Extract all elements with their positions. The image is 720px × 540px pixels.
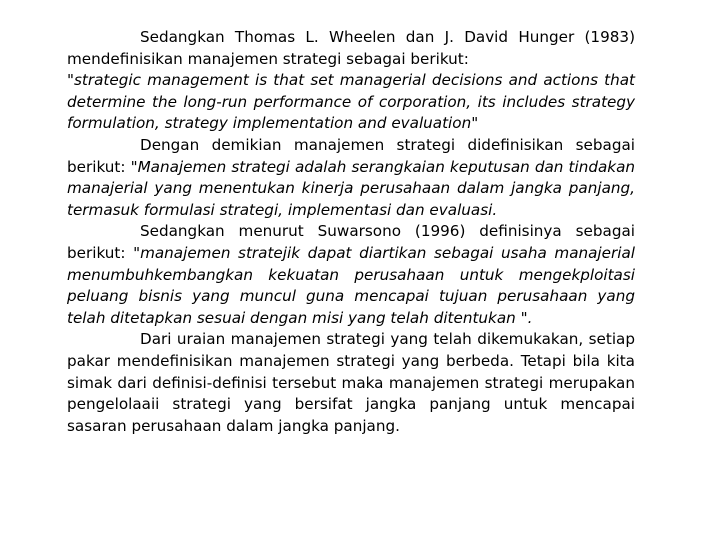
- paragraph-suwarsono: [67, 221, 635, 329]
- paragraph-wheelen-hunger: [67, 27, 635, 70]
- paragraph-definition-italic: "Manajemen strategi adalah serangkaian keputusan dan tindakan manajerial yang menentukan kinerja perusahaan dalam jangka panjang, termasuk formulasi strategi, implementasi dan evaluasi.: [67, 157, 635, 219]
- paragraph-definition-lead: Dengan demikian manajemen strategi didefinisikan sebagai berikut:: [67, 135, 635, 176]
- paragraph-suwarsono-lead: Sedangkan menurut Suwarsono (1996) definisinya sebagai berikut:: [67, 222, 635, 262]
- paragraph-wheelen-hunger-text: Sedangkan Thomas L. Wheelen dan J. David Hunger (1983) mendefinisikan manajemen strategi sebagai berikut:: [67, 28, 635, 68]
- paragraph-conclusion-text: Dari uraian manajemen strategi yang telah dikemukakan, setiap pakar mendefinisikan manajemen strategi yang berbeda. Tetapi bila kita simak dari definisi-definisi tersebut maka manajemen strategi merupakan pengelolaaii strategi yang bersifat jangka panjang untuk mencapai sasaran perusahaan dalam jangka panjang.: [67, 330, 635, 435]
- paragraph-suwarsono-italic: "manajemen stratejik dapat diartikan sebagai usaha manajerial menumbuhkembangkan kekuatan perusahaan untuk mengekploitasi peluang bisnis yang muncul guna mencapai tujuan perusahaan yang telah ditetapkan sesuai dengan misi yang telah ditentukan ".: [67, 243, 635, 327]
- strategic-management-quote: "strategic management is that set managerial decisions and actions that determine the long-run performance of corporation, its includes strategy formulation, strategy implementation and evaluation": [67, 71, 635, 133]
- document-body: [67, 27, 635, 437]
- paragraph-definition: [67, 135, 635, 221]
- paragraph-conclusion: [67, 329, 635, 437]
